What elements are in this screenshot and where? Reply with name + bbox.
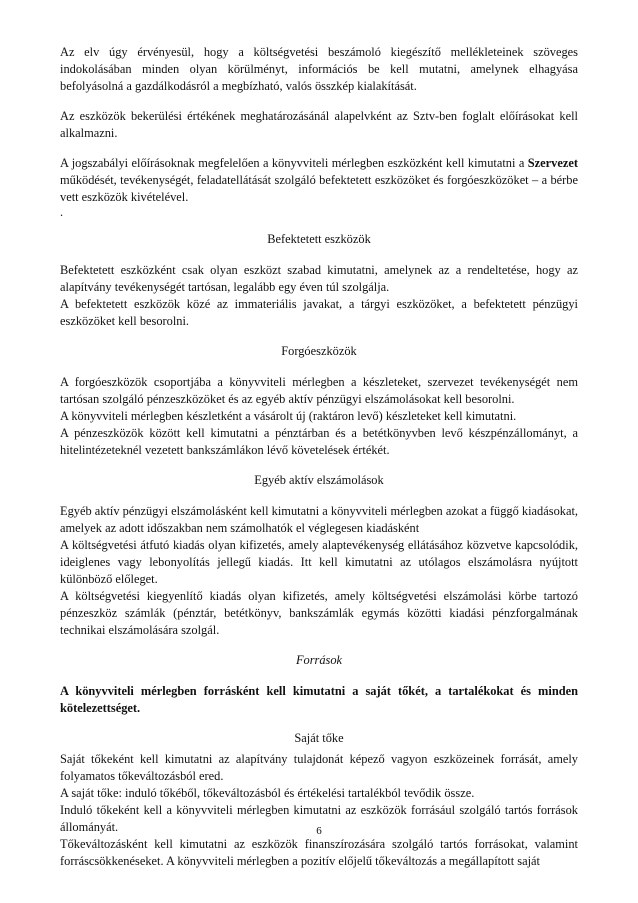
forrasok-bold-paragraph: A könyvviteli mérlegben forrásként kell kimutatni a saját tőkét, a tartalékokat és minden kötelezettséget. <box>60 684 578 715</box>
sajat-line-1: Saját tőkeként kell kimutatni az alapítvány tulajdonát képező vagyon eszközeinek forrását, amely folyamatos tőkeváltozásból ered. <box>60 752 578 783</box>
heading-egyeb-aktiv-elszamolasok: Egyéb aktív elszámolások <box>254 473 384 487</box>
stray-dot: . <box>60 205 64 219</box>
intro-paragraph-3-start: A jogszabályi előírásoknak megfelelően a könyvviteli mérlegben eszközként kell kimutatni a <box>60 156 528 170</box>
heading-forrasok: Források <box>295 653 343 667</box>
page-number: 6 <box>316 825 322 837</box>
forgo-line-2: A könyvviteli mérlegben készletként a vásárolt új (raktáron levő) készleteket kell kimutatni. <box>60 409 517 423</box>
intro-paragraph-2: Az eszközök bekerülési értékének meghatározásánál alapelvként az Sztv-ben foglalt előírásokat kell alkalmazni. <box>60 109 578 140</box>
befektetett-line-2: A befektetett eszközök közé az immateriális javakat, a tárgyi eszközöket, a befektetett pénzügyi eszközöket kell besorolni. <box>60 297 578 328</box>
forgo-line-1: A forgóeszközök csoportjába a könyvviteli mérlegben a készleteket, szervezet tevékenységét nem tartósan szolgáló pénzeszközöket és az egyéb aktív pénzügyi elszámolásokat kell besorolni. <box>60 375 578 406</box>
heading-befektetett-eszkozok: Befektetett eszközök <box>267 232 371 246</box>
heading-sajat-toke: Saját tőke <box>294 731 344 745</box>
sajat-line-4: Tőkeváltozásként kell kimutatni az eszközök finanszírozására szolgáló tartós forrásokat, valamint forráscsökkenéseket. A könyvviteli mérlegben a pozitív előjelű tőkeváltozás a megállapított saját <box>60 837 578 868</box>
intro-paragraph-1: Az elv úgy érvényesül, hogy a költségvetési beszámoló kiegészítő mellékleteinek szöveges indokolásában minden olyan körülményt, információs be kell mutatni, amelynek elhagyása befolyásolná a gazdálkodásról a megbízható, valós összkép kialakítását. <box>60 45 578 93</box>
sajat-line-2: A saját tőke: induló tőkéből, tőkeváltozásból és értékelési tartalékból tevődik össze. <box>60 786 475 800</box>
befektetett-line-1: Befektetett eszközként csak olyan eszközt szabad kimutatni, amelynek az a rendeltetése, hogy az alapítvány tevékenységét tartósan, legalább egy éven túl szolgálja. <box>60 263 578 294</box>
sajat-line-3: Induló tőkeként kell a könyvviteli mérlegben kimutatni az eszközök forrásául szolgáló tartós források állományát. <box>60 803 578 834</box>
egyeb-line-3: A költségvetési kiegyenlítő kiadás olyan kifizetés, amely költségvetési elszámolási körbe tartozó pénzeszköz számlák (pénztár, betétkönyv, bankszámlák egymás közötti kiadási pénzforgalmának technikai elszámolására szolgál. <box>60 589 578 637</box>
intro-paragraph-3 <box>60 155 578 206</box>
szervezet-term: Szervezet <box>527 156 578 170</box>
egyeb-line-1: Egyéb aktív pénzügyi elszámolásként kell kimutatni a könyvviteli mérlegben azokat a függő kiadásokat, amelyek az adott időszakban nem számolhatók el véglegesen kiadásként <box>60 504 578 535</box>
egyeb-line-2: A költségvetési átfutó kiadás olyan kifizetés, amely alaptevékenység ellátásához közvetve kapcsolódik, ideiglenes vagy lebonyolítás jellegű kiadás. Itt kell kimutatni az utólagos elszámolásra nyújtott különböző előleget. <box>60 538 578 586</box>
heading-forgoeszkozok: Forgóeszközök <box>281 344 357 358</box>
forgo-line-3: A pénzeszközök között kell kimutatni a pénztárban és a betétkönyvben levő készpénzállományt, a hitelintézeteknél vezetett bankszámlákon lévő követelések értékét. <box>60 426 578 457</box>
intro-paragraph-3-end: működését, tevékenységét, feladatellátását szolgáló befektetett eszközöket és forgóeszközöket – a bérbe vett eszközök kivételével. <box>60 173 578 204</box>
